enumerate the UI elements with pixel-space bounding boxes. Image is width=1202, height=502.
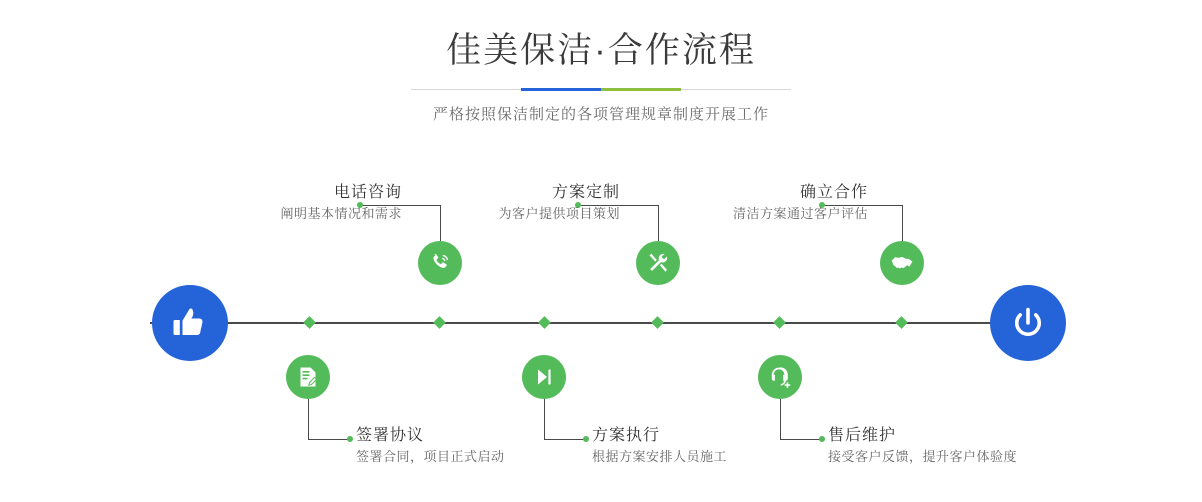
page-header xyxy=(0,28,1202,124)
step-label-plan-customization xyxy=(462,182,620,224)
power-icon xyxy=(1010,305,1046,341)
step-desc: 接受客户反馈，提升客户体验度 xyxy=(828,449,1018,464)
step-node-establish-cooperation[interactable] xyxy=(880,241,924,285)
axis-marker xyxy=(538,316,551,329)
step-title: 签署协议 xyxy=(356,427,425,444)
step-node-sign-agreement[interactable] xyxy=(286,355,330,399)
axis-marker xyxy=(773,316,786,329)
step-desc: 根据方案安排人员施工 xyxy=(592,449,728,464)
axis-marker xyxy=(895,316,908,329)
step-connector xyxy=(780,399,781,439)
support-agent-icon xyxy=(768,365,792,389)
step-node-plan-execution[interactable] xyxy=(522,355,566,399)
page-title: 佳美保洁·合作流程 xyxy=(446,31,756,70)
document-edit-icon xyxy=(296,365,320,389)
step-title: 方案定制 xyxy=(551,184,620,201)
step-node-phone-call[interactable] xyxy=(418,241,462,285)
divider-accent-green xyxy=(601,88,681,91)
step-connector-endpoint xyxy=(583,436,589,442)
step-label-phone-call xyxy=(252,182,402,224)
step-connector xyxy=(308,399,309,439)
title-divider xyxy=(411,88,791,91)
play-forward-icon xyxy=(532,365,556,389)
step-title: 确立合作 xyxy=(799,184,868,201)
step-title: 方案执行 xyxy=(592,427,661,444)
timeline xyxy=(0,160,1202,502)
phone-call-icon xyxy=(428,251,452,275)
step-label-sign-agreement xyxy=(356,425,505,467)
step-connector xyxy=(658,205,659,241)
step-node-after-sales[interactable] xyxy=(758,355,802,399)
step-title: 电话咨询 xyxy=(333,184,402,201)
page-subtitle: 严格按照保洁制定的各项管理规章制度开展工作 xyxy=(432,106,769,123)
step-connector xyxy=(544,399,545,439)
axis-marker xyxy=(303,316,316,329)
divider-accent-blue xyxy=(521,88,601,91)
step-connector-endpoint xyxy=(819,436,825,442)
step-connector xyxy=(440,205,441,241)
thumbs-up-icon xyxy=(172,305,208,341)
step-title: 售后维护 xyxy=(828,427,897,444)
timeline-end-endpoint xyxy=(990,285,1066,361)
handshake-icon xyxy=(890,251,914,275)
step-connector-endpoint xyxy=(347,436,353,442)
step-desc: 为客户提供项目策划 xyxy=(498,206,620,221)
axis-marker xyxy=(651,316,664,329)
step-desc: 阐明基本情况和需求 xyxy=(280,206,402,221)
step-label-establish-cooperation xyxy=(700,182,868,224)
timeline-start-endpoint xyxy=(152,285,228,361)
step-label-plan-execution xyxy=(592,425,727,467)
axis-marker xyxy=(433,316,446,329)
step-connector xyxy=(544,439,586,440)
tools-icon xyxy=(646,251,670,275)
step-desc: 签署合同，项目正式启动 xyxy=(356,449,505,464)
step-connector xyxy=(308,439,350,440)
step-connector xyxy=(780,439,822,440)
step-node-plan-customization[interactable] xyxy=(636,241,680,285)
timeline-axis xyxy=(150,322,1052,324)
step-label-after-sales xyxy=(828,425,1017,467)
step-desc: 清洁方案通过客户评估 xyxy=(732,206,868,221)
step-connector xyxy=(902,205,903,241)
